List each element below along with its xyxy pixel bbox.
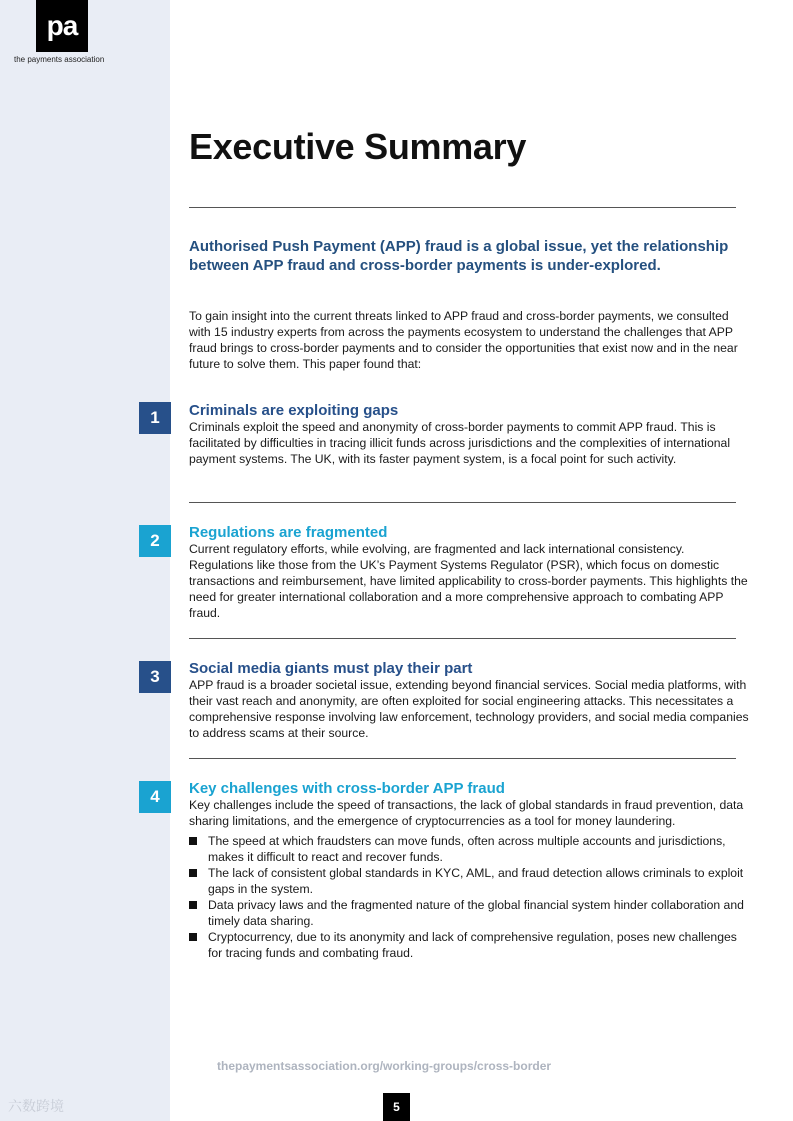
divider bbox=[189, 638, 736, 639]
footer-link[interactable]: thepaymentsassociation.org/working-groups/cross-border bbox=[217, 1059, 552, 1073]
section-heading: Social media giants must play their part bbox=[189, 660, 473, 677]
section-heading: Regulations are fragmented bbox=[189, 524, 388, 541]
section-body: Criminals exploit the speed and anonymity of cross-border payments to commit APP fraud. This is facilitated by difficulties in tracing illicit funds across jurisdictions and the complexities of international payment systems. The UK, with its faster payment system, is a focal point for such activity. bbox=[189, 420, 731, 466]
section-number-badge: 1 bbox=[139, 402, 171, 434]
section-body: Current regulatory efforts, while evolving, are fragmented and lack international consistency. Regulations like those from the UK’s Payment Systems Regulator (PSR), which focus on domestic transactions and reimbursement, have limited applicability to cross-border payments. This highlights the need for greater international collaboration and a more comprehensive approach to combating APP fraud. bbox=[189, 542, 748, 620]
watermark: 六数跨境 bbox=[8, 1098, 64, 1114]
section-3 bbox=[189, 660, 749, 741]
section-body: Key challenges include the speed of transactions, the lack of global standards in fraud prevention, data sharing limitations, and the emergence of cryptocurrencies as a tool for money laundering. bbox=[189, 798, 744, 828]
list-item: The speed at which fraudsters can move funds, often across multiple accounts and jurisdictions, makes it difficult to react and recover funds. bbox=[189, 833, 749, 865]
logo bbox=[36, 0, 88, 52]
section-number-badge: 4 bbox=[139, 781, 171, 813]
section-number-badge: 2 bbox=[139, 525, 171, 557]
section-4 bbox=[189, 780, 749, 961]
section-number-badge: 3 bbox=[139, 661, 171, 693]
list-item: Cryptocurrency, due to its anonymity and lack of comprehensive regulation, poses new challenges for tracing funds and combating fraud. bbox=[189, 929, 749, 961]
section-body: APP fraud is a broader societal issue, extending beyond financial services. Social media platforms, with their vast reach and anonymity, are often exploited for social engineering attacks. This necessitates a comprehensive response involving law enforcement, technology providers, and social media companies to address scams at their source. bbox=[189, 678, 749, 740]
lead-paragraph: Authorised Push Payment (APP) fraud is a global issue, yet the relationship between APP fraud and cross-border payments is under-explored. bbox=[189, 238, 729, 274]
divider bbox=[189, 207, 736, 208]
page-number: 5 bbox=[383, 1093, 410, 1121]
section-1 bbox=[189, 402, 749, 467]
brand-name: the payments association bbox=[14, 55, 105, 64]
section-2 bbox=[189, 524, 749, 621]
page-title: Executive Summary bbox=[189, 126, 527, 167]
list-item: The lack of consistent global standards in KYC, AML, and fraud detection allows criminals to exploit gaps in the system. bbox=[189, 865, 749, 897]
section-heading: Criminals are exploiting gaps bbox=[189, 402, 399, 419]
divider bbox=[189, 502, 736, 503]
intro-paragraph: To gain insight into the current threats linked to APP fraud and cross-border payments, we consulted with 15 industry experts from across the payments ecosystem to understand the challenges that APP fraud brings to cross-border payments and to consider the opportunities that exist now and in the near future to solve them. This paper found that: bbox=[189, 309, 738, 371]
list-item: Data privacy laws and the fragmented nature of the global financial system hinder collaboration and timely data sharing. bbox=[189, 897, 749, 929]
section-heading: Key challenges with cross-border APP fraud bbox=[189, 780, 505, 797]
logo-text: pa bbox=[46, 10, 78, 41]
sidebar bbox=[0, 0, 170, 1121]
challenge-list bbox=[189, 833, 749, 961]
divider bbox=[189, 758, 736, 759]
